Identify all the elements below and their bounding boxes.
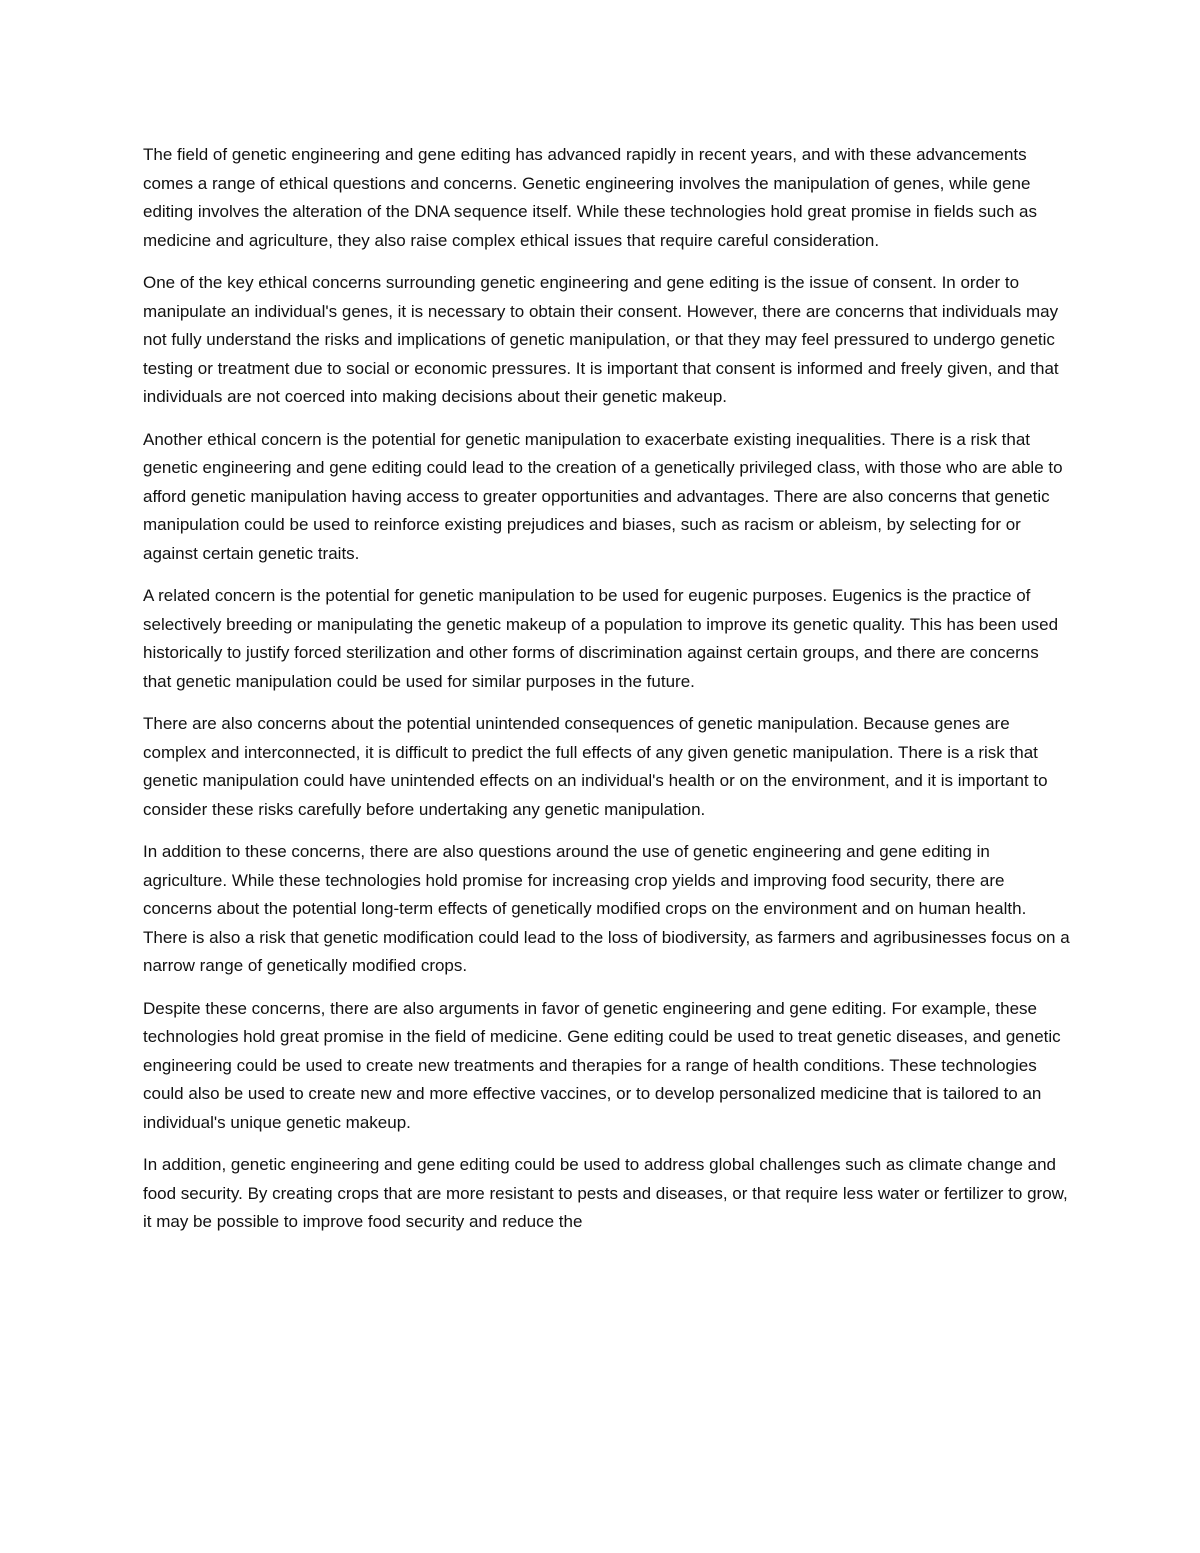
paragraph-5: There are also concerns about the potential unintended consequences of genetic manipulation. Because genes are complex and interconnected, it is difficult to predict the full effects of any given genetic manipulation. There is a risk that genetic manipulation could have unintended effects on an individual's health or on the environment, and it is important to consider these risks carefully before undertaking any genetic manipulation.	[143, 714, 1048, 819]
paragraph-1: The field of genetic engineering and gene editing has advanced rapidly in recent years, and with these advancements comes a range of ethical questions and concerns. Genetic engineering involves the manipulation of genes, while gene editing involves the alteration of the DNA sequence itself. While these technologies hold great promise in fields such as medicine and agriculture, they also raise complex ethical issues that require careful consideration.	[143, 145, 1037, 250]
document-body	[143, 141, 1070, 1237]
paragraph-7: Despite these concerns, there are also arguments in favor of genetic engineering and gene editing. For example, these technologies hold great promise in the field of medicine. Gene editing could be used to treat genetic diseases, and genetic engineering could be used to create new treatments and therapies for a range of health conditions. These technologies could also be used to create new and more effective vaccines, or to develop personalized medicine that is tailored to an individual's unique genetic makeup.	[143, 998, 1061, 1132]
paragraph-8: In addition, genetic engineering and gene editing could be used to address global challenges such as climate change and food security. By creating crops that are more resistant to pests and diseases, or that require less water or fertilizer to grow, it may be possible to improve food security and reduce the	[143, 1155, 1068, 1231]
paragraph-2: One of the key ethical concerns surrounding genetic engineering and gene editing is the issue of consent. In order to manipulate an individual's genes, it is necessary to obtain their consent. However, there are concerns that individuals may not fully understand the risks and implications of genetic manipulation, or that they may feel pressured to undergo genetic testing or treatment due to social or economic pressures. It is important that consent is informed and freely given, and that individuals are not coerced into making decisions about their genetic makeup.	[143, 273, 1059, 406]
paragraph-3: Another ethical concern is the potential for genetic manipulation to exacerbate existing inequalities. There is a risk that genetic engineering and gene editing could lead to the creation of a genetically privileged class, with those who are able to afford genetic manipulation having access to greater opportunities and advantages. There are also concerns that genetic manipulation could be used to reinforce existing prejudices and biases, such as racism or ableism, by selecting for or against certain genetic traits.	[143, 429, 1063, 563]
paragraph-4: A related concern is the potential for genetic manipulation to be used for eugenic purposes. Eugenics is the practice of selectively breeding or manipulating the genetic makeup of a population to improve its genetic quality. This has been used historically to justify forced sterilization and other forms of discrimination against certain groups, and there are concerns that genetic manipulation could be used for similar purposes in the future.	[143, 586, 1059, 691]
paragraph-6: In addition to these concerns, there are also questions around the use of genetic engineering and gene editing in agriculture. While these technologies hold promise for increasing crop yields and improving food security, there are concerns about the potential long-term effects of genetically modified crops on the environment and on human health. There is also a risk that genetic modification could lead to the loss of biodiversity, as farmers and agribusinesses focus on a narrow range of genetically modified crops.	[143, 842, 1070, 975]
